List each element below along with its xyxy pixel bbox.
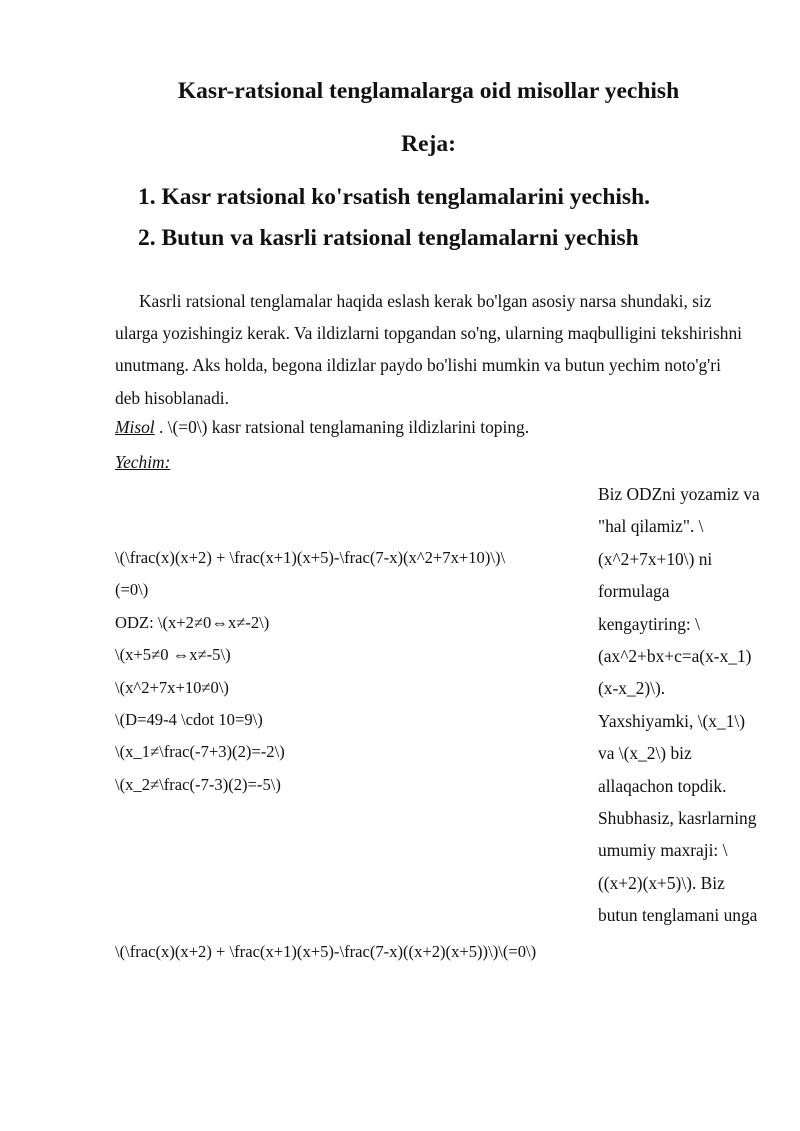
example-label: Misol — [115, 417, 155, 437]
intro-paragraph: Kasrli ratsional tenglamalar haqida eslash kerak bo'lgan asosiy narsa shundaki, siz ularga yozishingiz kerak. Va ildizlarni topgandan so'ng, ularning maqbulligini tekshirishni unutmang. Aks holda, begona ildizlar paydo bo'lishi mumkin va butun yechim noto'g'ri deb hisoblanadi. — [115, 291, 742, 408]
solution-label-line — [115, 450, 170, 474]
plan-item-1: 1. Kasr ratsional ko'rsatish tenglamalarini yechish. — [138, 184, 651, 210]
example-text: . \(=0\) kasr ratsional tenglamaning ildizlarini toping. — [154, 417, 530, 437]
plan-item-2: 2. Butun va kasrli ratsional tenglamalarni yechish — [138, 225, 639, 251]
example-line — [115, 415, 529, 439]
equation-line: (=0\) — [115, 580, 149, 600]
solution-label: Yechim: — [115, 452, 171, 472]
equation-line: \(x^2+7x+10≠0\) — [115, 677, 229, 697]
equations-column — [115, 542, 585, 801]
equation-line: \(D=49-4 \cdot 10=9\) — [115, 710, 263, 730]
plan-heading: Reja: — [401, 131, 456, 157]
equation-line: \(x_2≠\frac(-7-3)(2)=-5\) — [115, 774, 281, 794]
equation-line: ODZ: \(x+2≠0⇔x≠-2\) — [115, 612, 270, 632]
equation-line: \(x+5≠0 ⇔x≠-5\) — [115, 645, 231, 665]
side-note: Biz ODZni yozamiz va "hal qilamiz". \(x^2+7x+10\) ni formulaga kengaytiring: \(ax^2+bx+c=a(x-x_1)(x-x_2)\). Yaxshiyamki, \(x_1\) va \(x_2\) biz allaqachon topdik. Shubhasiz, kasrlarning umumiy maxraji: \((x+2)(x+5)\). Biz butun tenglamani unga — [598, 484, 760, 926]
document-title: Kasr-ratsional tenglamalarga oid misollar yechish — [177, 78, 680, 104]
equation-line: \(x_1≠\frac(-7+3)(2)=-2\) — [115, 742, 285, 762]
equation-line: \(\frac(x)(x+2) + \frac(x+1)(x+5)-\frac(7-x)(x^2+7x+10)\)\ — [115, 548, 506, 567]
equation-common-denominator: \(\frac(x)(x+2) + \frac(x+1)(x+5)-\frac(7-x)((x+2)(x+5))\)\(=0\) — [115, 942, 537, 961]
